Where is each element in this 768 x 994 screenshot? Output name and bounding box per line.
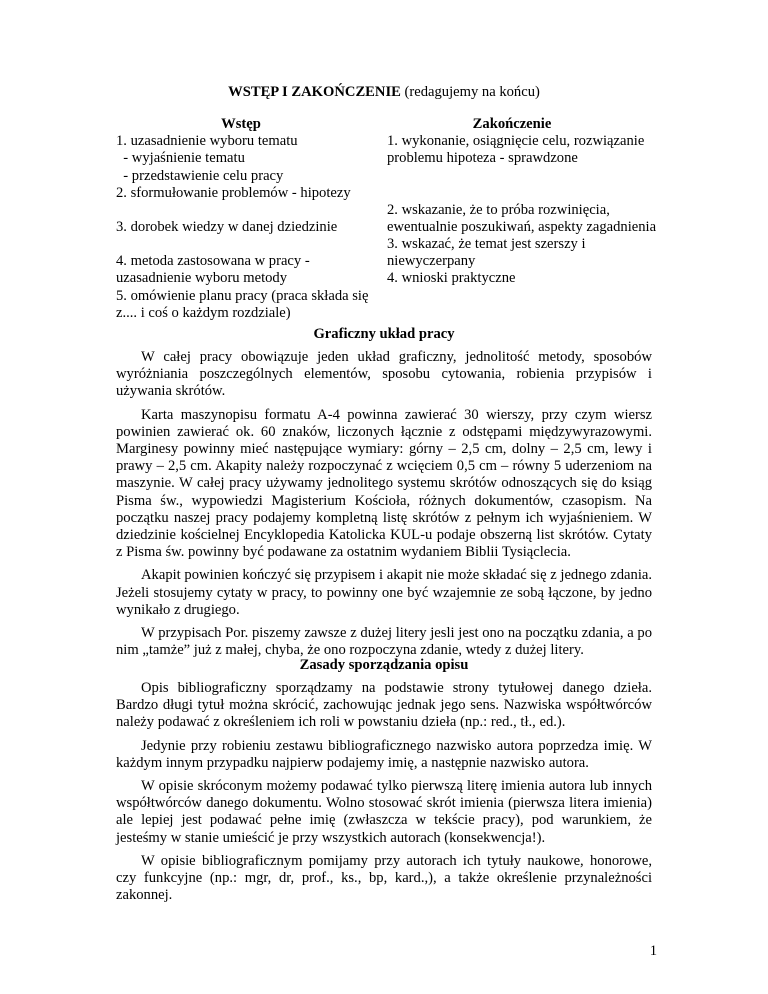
- conclusion-column-title: Zakończenie: [472, 116, 552, 132]
- conclusion-item: 4. wnioski praktyczne: [387, 270, 516, 287]
- intro-item: uzasadnienie wyboru metody: [116, 270, 288, 287]
- paragraph: W całej pracy obowiązuje jeden układ graficzny, jednolitość metody, sposobów wyróżniania poszczególnych elementów, sposobu cytowania, robienia przypisów i używania skrótów.: [116, 349, 652, 400]
- intro-item: 4. metoda zastosowana w pracy -: [116, 253, 310, 270]
- conclusion-item: 1. wykonanie, osiągnięcie celu, rozwiązanie: [387, 133, 645, 150]
- spacer: [387, 185, 677, 202]
- heading-note: (redagujemy na końcu): [400, 84, 540, 100]
- paragraph: Karta maszynopisu formatu A-4 powinna zawierać 30 wierszy, przy czym wiersz powinien zawierać ok. 60 znaków, liczonych łącznie z odstępami międzywyrazowymi. Marginesy powinny mieć następujące wymiary: górny – 2,5 cm, dolny – 2,5 cm, lewy i prawy – 2,5 cm. Akapity należy rozpoczynać z wcięciem 0,5 cm – równy 5 uderzeniom na maszynie. W całej pracy używamy jednolitego systemu skrótów odnoszących się do ksiąg Pisma św., wypowiedzi Magisterium Kościoła, różnych dokumentów, czasopism. Na początku naszej pracy podajemy kompletną listę skrótów z pełnym ich wyjaśnieniem. W dziedzinie kościelnej Encyklopedia Katolicka KUL-u podaje obszerną list skrótów. Cytaty z Pisma św. powinny być podawane za ostatnim wydaniem Biblii Tysiąclecia.: [116, 406, 652, 561]
- section-title-layout: Graficzny układ pracy: [313, 326, 455, 342]
- section-layout-body: [116, 349, 652, 665]
- page-number: 1: [649, 943, 657, 959]
- intro-column: [116, 116, 376, 322]
- paragraph: W opisie bibliograficznym pomijamy przy autorach ich tytuły naukowe, honorowe, czy funkcyjne (np.: mgr, dr, prof., ks., bp, kard.,), a także określenie przynależności zakonnej.: [116, 852, 652, 904]
- spacer: [387, 168, 677, 185]
- intro-item: - przedstawienie celu pracy: [116, 167, 284, 184]
- document-heading: [0, 84, 768, 101]
- intro-item: 5. omówienie planu pracy (praca składa się: [116, 287, 369, 304]
- conclusion-item: ewentualnie poszukiwań, aspekty zagadnienia: [387, 218, 657, 235]
- paragraph: Jedynie przy robieniu zestawu bibliograficznego nazwisko autora poprzedza imię. W każdym innym przypadku najpierw podajemy imię, a następnie nazwisko autora.: [116, 737, 652, 771]
- heading-bold: WSTĘP I ZAKOŃCZENIE: [228, 84, 401, 100]
- intro-item: 1. uzasadnienie wyboru tematu: [116, 133, 298, 150]
- conclusion-column: [387, 116, 677, 288]
- intro-item: 3. dorobek wiedzy w danej dziedzinie: [116, 219, 338, 236]
- conclusion-item: 3. wskazać, że temat jest szerszy i: [387, 236, 586, 253]
- paragraph: W przypisach Por. piszemy zawsze z dużej litery jesli jest ono na początku zdania, a po nim „tamże” już z małej, chyba, że ono rozpoczyna zdanie, wtedy z dużej litery.: [116, 625, 652, 659]
- section-title-description: Zasady sporządzania opisu: [299, 657, 469, 673]
- spacer: [116, 202, 376, 219]
- intro-column-title: Wstęp: [221, 116, 261, 132]
- spacer: [116, 236, 376, 253]
- conclusion-item: 2. wskazanie, że to próba rozwinięcia,: [387, 201, 610, 218]
- intro-item: z.... i coś o każdym rozdziale): [116, 304, 291, 321]
- conclusion-item: problemu hipoteza - sprawdzone: [387, 150, 578, 167]
- section-description-body: [116, 680, 652, 910]
- paragraph: W opisie skróconym możemy podawać tylko pierwszą literę imienia autora lub innych współtwórców danego dokumentu. Wolno stosować skrót imienia (pierwsza litera imienia) ale lepiej jest podawać pełne imię (zwłaszcza w tekście pracy), pod warunkiem, że jesteśmy w stanie umieścić je przy wszystkich autorach (konsekwencja!).: [116, 778, 652, 846]
- intro-item: - wyjaśnienie tematu: [116, 150, 245, 167]
- conclusion-item: niewyczerpany: [387, 253, 476, 270]
- intro-item: 2. sformułowanie problemów - hipotezy: [116, 184, 351, 201]
- paragraph: Opis bibliograficzny sporządzamy na podstawie strony tytułowej danego dzieła. Bardzo długi tytuł można skrócić, zachowując jednak jego sens. Nazwiska współtwórców należy podawać z określeniem ich roli w powstaniu dzieła (np.: red., tł., ed.).: [116, 680, 652, 731]
- paragraph: Akapit powinien kończyć się przypisem i akapit nie może składać się z jednego zdania. Jeżeli stosujemy cytaty w pracy, to powinny one być wzajemnie ze sobą łączone, by jedno wynikało z drugiego.: [116, 567, 652, 618]
